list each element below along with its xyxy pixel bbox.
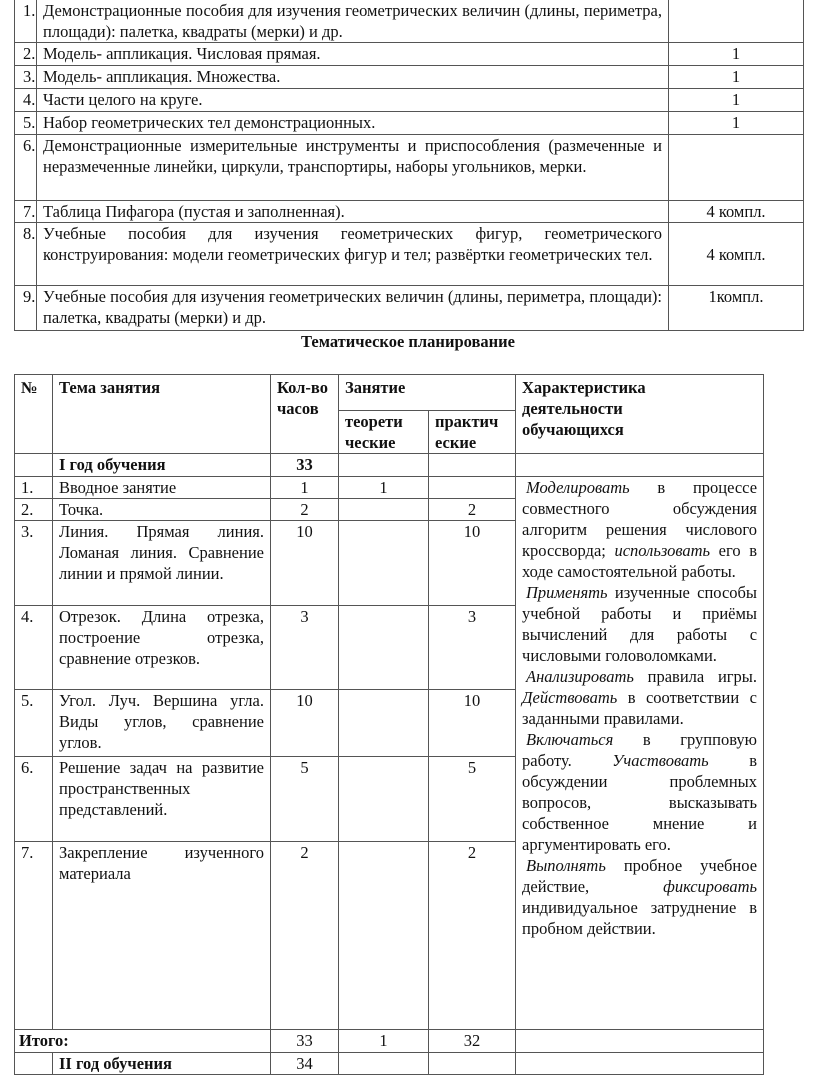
row-number: 7.: [15, 201, 37, 223]
row-number: 1.: [15, 0, 37, 43]
char-text: правила игры.: [633, 667, 758, 686]
row-hours: 10: [271, 690, 339, 757]
row-topic: Угол. Луч. Вершина угла. Виды углов, сравнение углов.: [53, 690, 271, 757]
row-number: 1.: [15, 477, 53, 499]
row-hours: 10: [271, 521, 339, 606]
year-num: [15, 454, 53, 477]
row-practice: 5: [429, 757, 516, 842]
item-description: Учебные пособия для изучения геометрических фигур, геометрического конструирования: модели геометрических фигур и тел; развёртки геометрических тел.: [37, 223, 669, 286]
table-row: [15, 201, 804, 223]
total-label: Итого:: [15, 1030, 271, 1053]
item-quantity: 1компл.: [669, 286, 804, 331]
item-description: Демонстрационные пособия для изучения геометрических величин (длины, периметра, площади): палетка, квадраты (мерки) и др.: [37, 0, 669, 43]
row-number: 5.: [15, 690, 53, 757]
char-verb: Участвовать: [612, 751, 709, 770]
row-topic: Закрепление изученного материала: [53, 842, 271, 1030]
table-row: [15, 0, 804, 43]
year-practice: [429, 454, 516, 477]
table-row: [15, 89, 804, 112]
year-practice: [429, 1053, 516, 1075]
year-theory: [339, 454, 429, 477]
row-number: 8.: [15, 223, 37, 286]
section-title: Тематическое планирование: [301, 332, 515, 351]
row-practice: 2: [429, 499, 516, 521]
year-row: [15, 1053, 764, 1075]
row-topic: Линия. Прямая линия. Ломаная линия. Сравнение линии и прямой линии.: [53, 521, 271, 606]
total-row: [15, 1030, 764, 1053]
char-verb: Включаться: [526, 730, 614, 749]
row-theory: [339, 606, 429, 690]
item-quantity: 4 компл.: [669, 201, 804, 223]
row-hours: 3: [271, 606, 339, 690]
item-quantity: [669, 135, 804, 201]
row-theory: [339, 757, 429, 842]
table-row: [15, 112, 804, 135]
row-practice: 10: [429, 521, 516, 606]
total-hours: 33: [271, 1030, 339, 1053]
row-number: 3.: [15, 521, 53, 606]
header-theory: теорети ческие: [339, 411, 429, 454]
item-quantity: 1: [669, 66, 804, 89]
row-topic: Вводное занятие: [53, 477, 271, 499]
equipment-table: [14, 0, 804, 331]
char-text: изученные способы учебной работы и приёмы вычислений для работы с числовыми головоломками.: [522, 583, 758, 665]
item-description: Набор геометрических тел демонстрационных.: [37, 112, 669, 135]
item-description: Таблица Пифагора (пустая и заполненная).: [37, 201, 669, 223]
char-paragraph: [522, 582, 757, 666]
header-lesson: Занятие: [339, 375, 516, 411]
char-verb: использовать: [614, 541, 711, 560]
char-verb: Моделировать: [526, 478, 630, 497]
header-row: [15, 375, 764, 411]
char-text: в групповую работу.: [522, 730, 758, 770]
char-text: в соответствии с заданными правилами.: [522, 688, 758, 728]
table-row: [15, 477, 764, 499]
row-number: 2.: [15, 499, 53, 521]
total-theory: 1: [339, 1030, 429, 1053]
table-row: [15, 66, 804, 89]
header-hours: Кол-во часов: [271, 375, 339, 454]
row-hours: 2: [271, 499, 339, 521]
row-topic: Решение задач на развитие пространственных представлений.: [53, 757, 271, 842]
year-theory: [339, 1053, 429, 1075]
row-hours: 5: [271, 757, 339, 842]
row-number: 6.: [15, 757, 53, 842]
activity-characteristics: [516, 477, 764, 1030]
row-theory: [339, 842, 429, 1030]
table-row: [15, 286, 804, 331]
item-description: Демонстрационные измерительные инструменты и приспособления (размеченные и неразмеченные линейки, циркули, транспортиры, наборы угольников, мерки.: [37, 135, 669, 201]
row-theory: [339, 690, 429, 757]
row-practice: 2: [429, 842, 516, 1030]
char-verb: фиксировать: [663, 877, 758, 896]
row-theory: 1: [339, 477, 429, 499]
year-label: II год обучения: [53, 1053, 271, 1075]
header-characteristics: Характеристика деятельности обучающихся: [516, 375, 764, 454]
char-paragraph: [522, 666, 757, 729]
item-description: Части целого на круге.: [37, 89, 669, 112]
row-topic: Точка.: [53, 499, 271, 521]
row-topic: Отрезок. Длина отрезка, построение отрезка, сравнение отрезков.: [53, 606, 271, 690]
char-paragraph: [522, 477, 757, 582]
row-number: 6.: [15, 135, 37, 201]
row-hours: 1: [271, 477, 339, 499]
row-number: 4.: [15, 89, 37, 112]
year-num: [15, 1053, 53, 1075]
year-characteristics: [516, 454, 764, 477]
thematic-plan-table: [14, 374, 764, 1075]
char-text: индивидуальное затруднение в пробном действии.: [522, 898, 758, 938]
year-characteristics: [516, 1053, 764, 1075]
item-description: Учебные пособия для изучения геометрических величин (длины, периметра, площади): палетка, квадраты (мерки) и др.: [37, 286, 669, 331]
year-hours: 34: [271, 1053, 339, 1075]
year-hours: 33: [271, 454, 339, 477]
total-practice: 32: [429, 1030, 516, 1053]
char-text: в процессе совместного обсуждения алгоритм решения числового кроссворда;: [522, 478, 758, 560]
row-theory: [339, 521, 429, 606]
item-quantity: 1: [669, 112, 804, 135]
item-quantity: [669, 0, 804, 43]
char-verb: Выполнять: [526, 856, 606, 875]
header-num: №: [15, 375, 53, 454]
char-text: его в ходе самостоятельной работы.: [522, 541, 758, 581]
row-practice: 10: [429, 690, 516, 757]
row-practice: 3: [429, 606, 516, 690]
row-number: 9.: [15, 286, 37, 331]
char-verb: Применять: [526, 583, 608, 602]
char-verb: Анализировать: [526, 667, 634, 686]
header-topic: Тема занятия: [53, 375, 271, 454]
char-paragraph: [522, 729, 757, 855]
year-label: I год обучения: [53, 454, 271, 477]
row-theory: [339, 499, 429, 521]
table-row: [15, 223, 804, 286]
table-row: [15, 135, 804, 201]
item-description: Модель- аппликация. Множества.: [37, 66, 669, 89]
char-verb: Действовать: [522, 688, 618, 707]
item-description: Модель- аппликация. Числовая прямая.: [37, 43, 669, 66]
row-number: 7.: [15, 842, 53, 1030]
row-number: 2.: [15, 43, 37, 66]
year-row: [15, 454, 764, 477]
item-quantity: 1: [669, 43, 804, 66]
row-practice: [429, 477, 516, 499]
table-row: [15, 43, 804, 66]
item-quantity: 4 компл.: [669, 223, 804, 286]
char-paragraph: [522, 855, 757, 939]
char-text: в обсуждении проблемных вопросов, высказывать собственное мнение и аргументировать его.: [522, 751, 758, 854]
item-quantity: 1: [669, 89, 804, 112]
row-number: 5.: [15, 112, 37, 135]
row-number: 3.: [15, 66, 37, 89]
char-text: пробное учебное действие,: [522, 856, 758, 896]
header-practice: практич еские: [429, 411, 516, 454]
total-characteristics: [516, 1030, 764, 1053]
row-hours: 2: [271, 842, 339, 1030]
row-number: 4.: [15, 606, 53, 690]
